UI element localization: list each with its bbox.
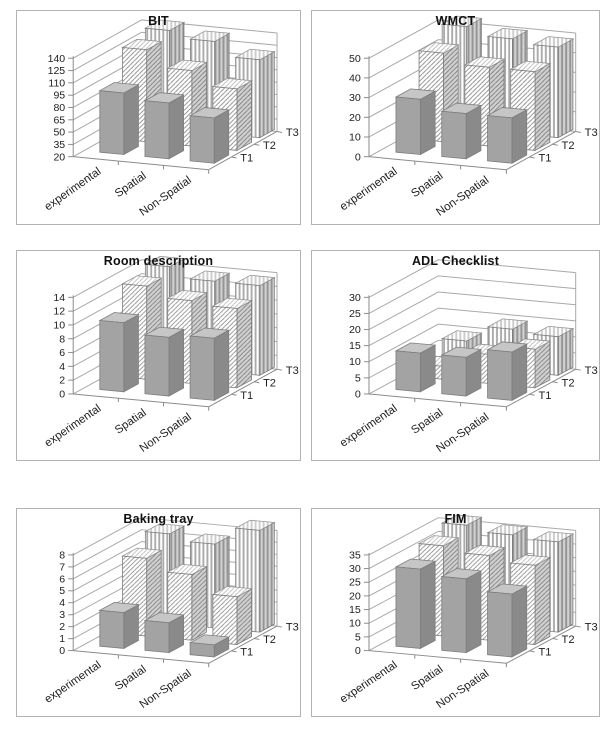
svg-text:0: 0 <box>59 646 66 658</box>
svg-text:5: 5 <box>59 586 66 598</box>
chart-panel-wmct <box>311 10 600 225</box>
svg-text:T1: T1 <box>538 152 552 165</box>
svg-text:Spatial: Spatial <box>409 407 446 437</box>
svg-text:T2: T2 <box>561 377 575 390</box>
svg-text:15: 15 <box>348 605 361 617</box>
svg-text:0: 0 <box>354 388 361 401</box>
svg-text:T1: T1 <box>538 390 552 402</box>
svg-text:Spatial: Spatial <box>409 663 446 693</box>
svg-text:50: 50 <box>53 126 66 139</box>
svg-text:Non-Spatial: Non-Spatial <box>433 173 492 219</box>
chart-title-fim: FIM <box>444 512 467 526</box>
svg-text:5: 5 <box>354 372 361 385</box>
svg-text:4: 4 <box>59 598 66 610</box>
svg-text:Non-Spatial: Non-Spatial <box>137 411 194 455</box>
svg-text:experimental: experimental <box>337 164 400 214</box>
svg-text:95: 95 <box>53 89 66 102</box>
svg-text:10: 10 <box>53 320 66 332</box>
svg-text:experimental: experimental <box>337 402 400 450</box>
svg-text:T2: T2 <box>263 139 276 152</box>
chart-title-baking-tray: Baking tray <box>123 512 194 526</box>
bar3d-chart-bit <box>17 11 300 224</box>
svg-text:0: 0 <box>59 389 66 401</box>
svg-text:30: 30 <box>348 292 361 304</box>
chart-title-adl-checklist: ADL Checklist <box>411 254 500 268</box>
svg-text:experimental: experimental <box>42 659 104 706</box>
svg-text:2: 2 <box>59 622 66 634</box>
svg-text:2: 2 <box>59 375 66 387</box>
bar3d-chart-fim <box>312 509 599 716</box>
svg-text:25: 25 <box>348 577 361 589</box>
svg-text:T3: T3 <box>285 621 299 634</box>
chart-panel-adl-checklist <box>311 250 600 461</box>
svg-text:Spatial: Spatial <box>408 169 446 201</box>
svg-text:T2: T2 <box>263 377 276 390</box>
svg-text:0: 0 <box>354 151 361 164</box>
chart-title-bit: BIT <box>148 14 169 28</box>
bar3d-chart-room-description <box>17 251 300 460</box>
svg-text:15: 15 <box>348 340 361 353</box>
chart-panel-fim <box>311 508 600 717</box>
svg-text:12: 12 <box>53 306 66 318</box>
svg-text:8: 8 <box>59 334 66 346</box>
chart-panel-bit <box>16 10 301 225</box>
svg-text:Non-Spatial: Non-Spatial <box>434 411 492 455</box>
svg-text:20: 20 <box>348 111 361 124</box>
bar3d-chart-adl-checklist <box>312 251 599 460</box>
chart-title-room-description: Room description <box>103 254 214 268</box>
svg-text:10: 10 <box>348 618 361 630</box>
svg-text:T1: T1 <box>240 389 254 402</box>
svg-text:50: 50 <box>348 52 361 65</box>
svg-text:80: 80 <box>53 102 66 115</box>
svg-text:experimental: experimental <box>42 402 104 450</box>
svg-text:20: 20 <box>348 324 361 337</box>
svg-text:30: 30 <box>348 92 361 105</box>
chart-title-wmct: WMCT <box>435 14 476 28</box>
svg-text:Non-Spatial: Non-Spatial <box>137 667 194 711</box>
svg-text:10: 10 <box>348 131 361 144</box>
svg-text:Spatial: Spatial <box>112 170 149 201</box>
svg-text:T2: T2 <box>263 634 276 647</box>
svg-text:35: 35 <box>348 550 361 562</box>
svg-text:experimental: experimental <box>337 659 400 706</box>
svg-text:4: 4 <box>59 361 66 373</box>
svg-text:8: 8 <box>59 550 66 562</box>
svg-text:T2: T2 <box>561 140 575 152</box>
svg-text:6: 6 <box>59 348 66 360</box>
svg-text:T3: T3 <box>285 364 299 377</box>
svg-text:20: 20 <box>53 151 66 164</box>
svg-text:Spatial: Spatial <box>112 663 149 693</box>
chart-panel-baking-tray <box>16 508 301 717</box>
svg-text:Non-Spatial: Non-Spatial <box>434 667 492 711</box>
svg-text:Non-Spatial: Non-Spatial <box>137 174 194 219</box>
svg-text:experimental: experimental <box>42 165 104 214</box>
svg-text:T3: T3 <box>584 364 598 377</box>
svg-text:1: 1 <box>59 634 66 646</box>
chart-panel-room-description <box>16 250 301 461</box>
svg-text:T3: T3 <box>285 127 299 140</box>
bar3d-chart-wmct <box>312 11 599 224</box>
svg-text:Spatial: Spatial <box>112 406 149 437</box>
svg-text:10: 10 <box>348 356 361 369</box>
svg-text:125: 125 <box>47 65 66 78</box>
svg-text:110: 110 <box>48 77 66 90</box>
svg-text:20: 20 <box>348 591 361 603</box>
bar3d-chart-baking-tray <box>17 509 300 716</box>
svg-text:T3: T3 <box>584 127 598 140</box>
svg-text:3: 3 <box>59 610 66 622</box>
svg-text:30: 30 <box>348 564 361 576</box>
svg-text:140: 140 <box>47 52 66 65</box>
svg-text:0: 0 <box>354 646 361 658</box>
svg-text:T2: T2 <box>561 634 575 646</box>
svg-text:25: 25 <box>348 308 361 320</box>
svg-text:T1: T1 <box>240 152 254 165</box>
svg-text:7: 7 <box>59 562 66 574</box>
svg-text:14: 14 <box>53 292 66 304</box>
svg-text:T1: T1 <box>240 646 254 659</box>
svg-text:65: 65 <box>53 114 66 127</box>
svg-text:5: 5 <box>354 632 361 644</box>
svg-text:T3: T3 <box>584 621 598 634</box>
svg-text:T1: T1 <box>538 646 552 659</box>
svg-text:6: 6 <box>59 574 66 586</box>
svg-text:35: 35 <box>53 138 66 151</box>
svg-text:40: 40 <box>348 72 361 85</box>
